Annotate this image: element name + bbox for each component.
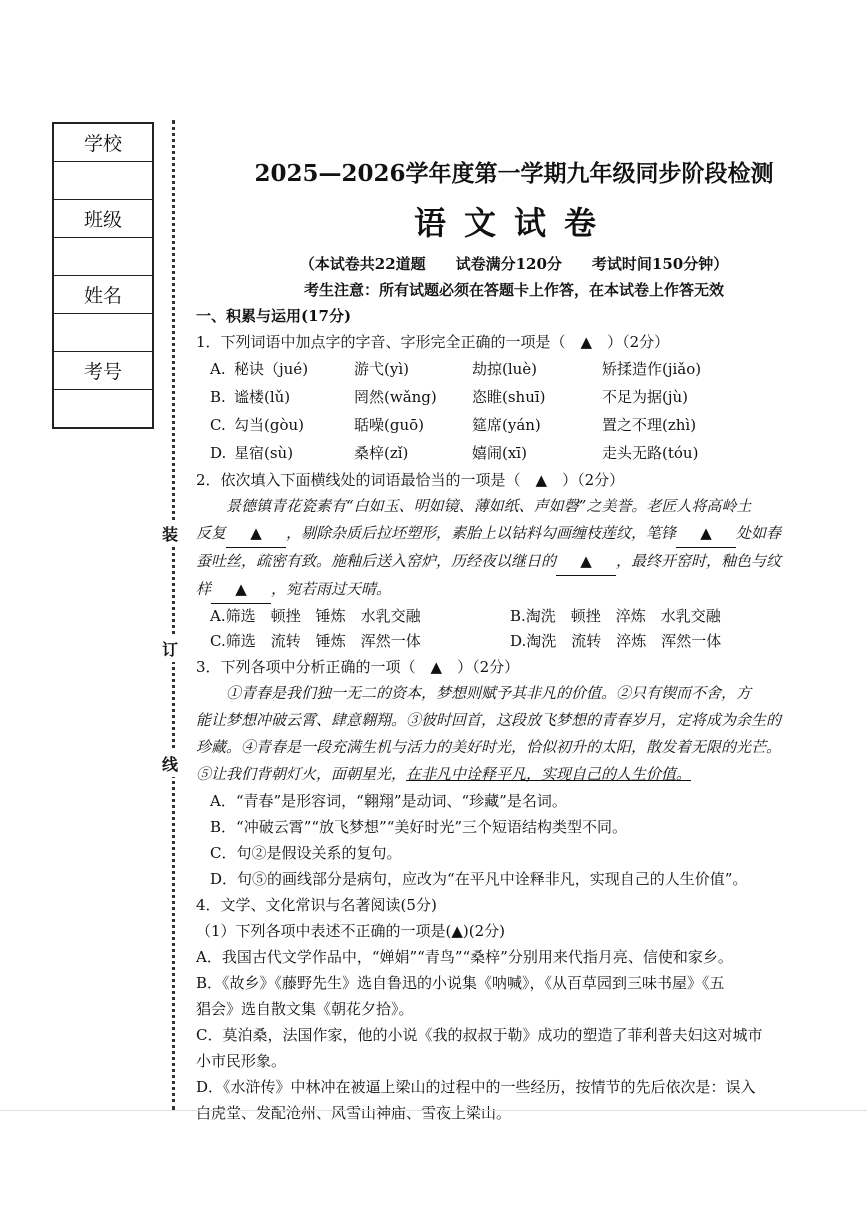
option-word: 聒噪(guō)	[354, 416, 424, 434]
q4-option: 小市民形象。	[196, 1052, 287, 1070]
exam-subject: 语文试卷	[413, 204, 614, 242]
option-word: 矫揉造作(jiǎo)	[602, 360, 702, 378]
option-letter: D.	[210, 444, 227, 462]
answer-blank: ▲	[556, 548, 616, 576]
option-letter: B.	[210, 388, 226, 406]
answer-blank: ▲	[226, 520, 286, 548]
answer-blank: ▲	[676, 520, 736, 548]
q2-passage-line: 反复 ▲ ，剔除杂质后拉坯塑形，素胎上以钴料勾画缠枝莲纹，笔锋 ▲ 处如春	[196, 520, 832, 548]
option-word: 走头无路(tóu)	[602, 444, 699, 462]
option-word: 勾当(gòu)	[234, 416, 304, 434]
q2-options	[196, 604, 832, 654]
q3-option: C．句②是假设关系的复句。	[210, 844, 402, 862]
school-field	[54, 162, 152, 200]
q3-passage-line: 珍藏。④青春是一段充满生机与活力的美好时光，恰似初升的太阳，散发着无限的光芒。	[196, 738, 782, 756]
exam-title: 2025—2026学年度第一学期九年级同步阶段检测	[254, 160, 774, 187]
q1-options	[196, 355, 832, 467]
page-bottom-divider	[0, 1110, 867, 1111]
q4-option: C．莫泊桑，法国作家，他的小说《我的叔叔于勒》成功的塑造了菲利普夫妇这对城市	[196, 1026, 763, 1044]
name-field	[54, 314, 152, 352]
option: B.淘洗 顿挫 淬炼 水乳交融	[510, 607, 721, 625]
option-word: 游弋(yì)	[354, 360, 409, 378]
q4-option: A．我国古代文学作品中，“婵娟”“青鸟”“桑梓”分别用来代指月亮、信使和家乡。	[196, 948, 733, 966]
exam-content	[196, 155, 832, 1126]
q3-passage-line: ①青春是我们独一无二的资本，梦想则赋予其非凡的价值。②只有锲而不舍，方	[226, 684, 752, 702]
section-heading: 一、积累与运用(17分)	[196, 307, 352, 325]
q2-passage-line: 蚕吐丝，疏密有致。施釉后送入窑炉，历经夜以继日的 ▲ ，最终开窑时，釉色与纹	[196, 548, 832, 576]
option-word: 桑梓(zǐ)	[354, 444, 409, 462]
candidate-info-box	[52, 122, 154, 429]
underlined-sentence: 在非凡中诠释平凡，实现自己的人生价值。	[406, 765, 692, 783]
option-word: 筵席(yán)	[472, 416, 541, 434]
name-label: 姓名	[54, 276, 152, 314]
binding-line	[172, 120, 175, 1110]
q2-passage-line: 景德镇青花瓷素有“白如玉、明如镜、薄如纸、声如磬”之美誉。老匠人将高岭土	[226, 497, 752, 515]
option-word: 嬉闹(xī)	[472, 444, 527, 462]
option-word: 劫掠(luè)	[472, 360, 538, 378]
binding-char-ding: 订	[162, 635, 178, 662]
option-word: 星宿(sù)	[234, 444, 294, 462]
class-label: 班级	[54, 200, 152, 238]
q4-option: B．《故乡》《藤野先生》选自鲁迅的小说集《呐喊》，《从百草园到三味书屋》《五	[196, 974, 725, 992]
option-word: 恣睢(shuī)	[472, 388, 546, 406]
q1-stem: 1．下列词语中加点字的字音、字形完全正确的一项是（ ▲ ）（2分）	[196, 333, 670, 351]
option: A.筛选 顿挫 锤炼 水乳交融	[210, 607, 421, 625]
exam-number-field	[54, 390, 152, 427]
answer-blank: ▲	[211, 576, 271, 604]
q3-passage-line: ⑤让我们背朝灯火，面朝星光，在非凡中诠释平凡，实现自己的人生价值。	[196, 765, 692, 783]
q3-passage-line: 能让梦想冲破云霄、肆意翱翔。③彼时回首，这段放飞梦想的青春岁月，定将成为余生的	[196, 711, 782, 729]
q4-stem: 4．文学、文化常识与名著阅读(5分)	[196, 896, 437, 914]
option-letter: C.	[210, 416, 226, 434]
q4-option: D．《水浒传》中林冲在被逼上梁山的过程中的一些经历，按情节的先后依次是：误入	[196, 1078, 756, 1096]
q3-stem: 3．下列各项中分析正确的一项（ ▲ ）（2分）	[196, 658, 520, 676]
exam-number-label: 考号	[54, 352, 152, 390]
option-letter: A.	[210, 360, 226, 378]
option-word: 不足为据(jù)	[602, 388, 689, 406]
q4-sub-stem: （1）下列各项中表述不正确的一项是(▲)(2分)	[196, 922, 506, 940]
q3-option: A．“青春”是形容词，“翱翔”是动词、“珍藏”是名词。	[210, 792, 567, 810]
q2-passage-line: 样 ▲ ，宛若雨过天晴。	[196, 576, 832, 604]
exam-notice: 考生注意：所有试题必须在答题卡上作答，在本试卷上作答无效	[303, 281, 724, 299]
option-word: 置之不理(zhì)	[602, 416, 697, 434]
exam-info: （本试卷共22道题 试卷满分120分 考试时间150分钟）	[299, 255, 729, 273]
q3-option: D．句⑤的画线部分是病句，应改为“在平凡中诠释非凡，实现自己的人生价值”。	[210, 870, 748, 888]
q4-option: 白虎堂、发配沧州、风雪山神庙、雪夜上梁山。	[196, 1104, 512, 1122]
class-field	[54, 238, 152, 276]
binding-char-zhuang: 装	[162, 520, 178, 547]
option: D.淘洗 流转 淬炼 浑然一体	[510, 632, 722, 650]
option-word: 秘诀（jué)	[234, 360, 309, 378]
option-word: 谧楼(lǔ)	[234, 388, 291, 406]
q2-stem: 2．依次填入下面横线处的词语最恰当的一项是（ ▲ ）（2分）	[196, 471, 625, 489]
q4-option: 猖会》选自散文集《朝花夕拾》。	[196, 1000, 414, 1018]
binding-char-xian: 线	[162, 750, 178, 777]
school-label: 学校	[54, 124, 152, 162]
q3-option: B．“冲破云霄”“放飞梦想”“美好时光”三个短语结构类型不同。	[210, 818, 628, 836]
option: C.筛选 流转 锤炼 浑然一体	[210, 632, 421, 650]
option-word: 罔然(wǎng)	[354, 388, 437, 406]
